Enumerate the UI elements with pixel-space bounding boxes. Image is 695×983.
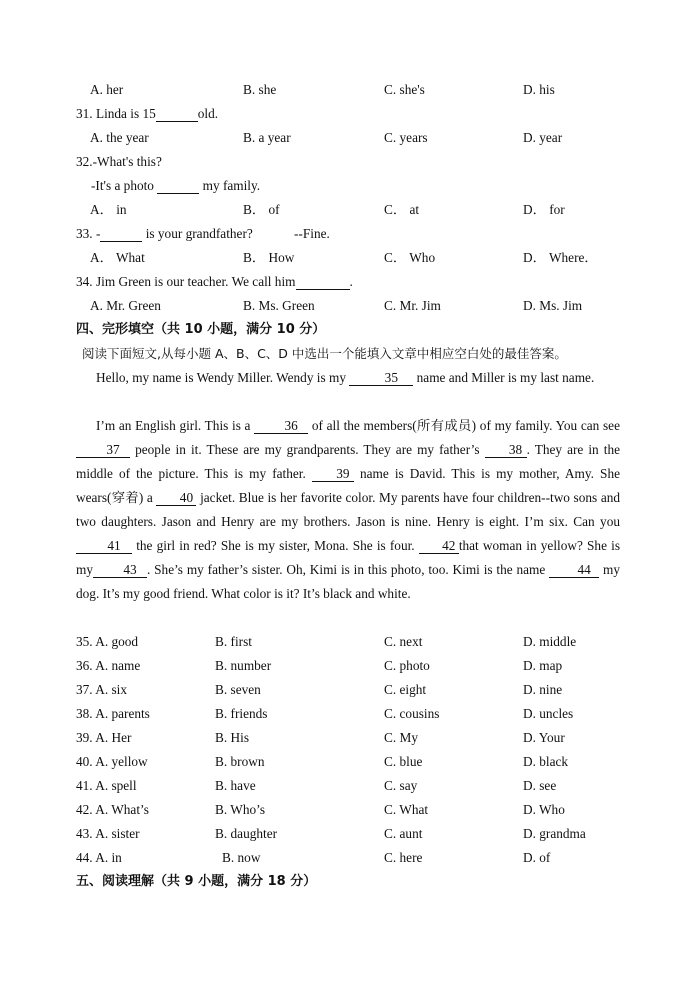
blank-38: 38 [485, 443, 527, 458]
q30-option-d: D. his [523, 82, 555, 97]
section-4-title: 四、完形填空（共 10 小题，满分 10 分） [76, 322, 326, 337]
passage-text: that woman in yellow? She is my [76, 538, 621, 577]
q30-option-c: C. she's [384, 82, 425, 97]
q43-option-c: C. aunt [384, 826, 423, 841]
q39-option-d: D. Your [523, 730, 565, 745]
q44-option-a: 44. A. in [76, 850, 122, 865]
passage-text: Hello, my name is Wendy Miller. Wendy is my [96, 370, 346, 385]
q31-stem [76, 106, 218, 122]
q40-option-a: 40. A. yellow [76, 754, 148, 769]
q44-option-c: C. here [384, 850, 423, 865]
q44-option-b: B. now [222, 850, 261, 865]
q33-blank [100, 227, 142, 242]
q31-option-a: A. the year [90, 130, 149, 145]
q32-reply-before: -It's a photo [91, 178, 154, 193]
q35-option-b: B. first [215, 634, 252, 649]
q31-blank [156, 107, 198, 122]
passage-text: . She’s my father’s sister. Oh, Kimi is in this photo, too. Kimi is the name [147, 562, 546, 577]
q32-option-c: C． at [384, 202, 420, 217]
q33-option-a: A． What [90, 250, 145, 265]
q34-stem-before: 34. Jim Green is our teacher. We call him [76, 274, 296, 289]
passage-text: the girl in red? She is my sister, Mona. She is four. [136, 538, 415, 553]
passage-text: jacket. Blue is her favorite color. My parents have four children--two sons and two daughters. Jason and Henry are my brothers. Jason is nine. Henry is eight. I’m six. Can you [76, 490, 621, 529]
q32-option-d: D． for [523, 202, 565, 217]
q43-option-d: D. grandma [523, 826, 586, 841]
q36-option-a: 36. A. name [76, 658, 141, 673]
q33-stem [76, 226, 253, 242]
q32-stem: 32.-What's this? [76, 154, 162, 169]
q38-option-a: 38. A. parents [76, 706, 150, 721]
q40-option-c: C. blue [384, 754, 423, 769]
passage-text: name and Miller is my last name. [416, 370, 595, 385]
section-5-title: 五、阅读理解（共 9 小题，满分 18 分） [76, 874, 317, 889]
q30-option-a: A. her [90, 82, 124, 97]
q32-reply-after: my family. [202, 178, 261, 193]
passage-text: . They are in the middle of the picture. This is my father. [76, 442, 621, 481]
q39-option-b: B. His [215, 730, 249, 745]
q35-option-a: 35. A. good [76, 634, 139, 649]
passage-paragraph-2 [76, 414, 620, 606]
blank-41: 41 [76, 539, 132, 554]
blank-35: 35 [349, 371, 413, 386]
q38-option-c: C. cousins [384, 706, 440, 721]
q33-option-d: D． Where． [523, 250, 598, 265]
q36-option-c: C. photo [384, 658, 430, 673]
q44-option-d: D. of [523, 850, 551, 865]
blank-40: 40 [156, 491, 196, 506]
passage-text: of all the members(所有成员) of my family. You can see [311, 418, 620, 433]
q36-option-b: B. number [215, 658, 272, 673]
q43-option-b: B. daughter [215, 826, 278, 841]
q43-option-a: 43. A. sister [76, 826, 140, 841]
section-4-instruction: 阅读下面短文,从每小题 A、B、C、D 中选出一个能填入文章中相应空白处的最佳答案。 [82, 346, 567, 361]
q31-option-b: B. a year [243, 130, 291, 145]
q35-option-c: C. next [384, 634, 423, 649]
q42-option-d: D. Who [523, 802, 565, 817]
q32-reply [91, 178, 260, 194]
q31-option-c: C. years [384, 130, 428, 145]
q42-option-b: B. Who’s [215, 802, 265, 817]
q34-option-d: D. Ms. Jim [523, 298, 583, 313]
q33-stem-after: is your grandfather? [145, 226, 253, 241]
q32-option-b: B． of [243, 202, 280, 217]
q41-option-b: B. have [215, 778, 256, 793]
passage-text: people in it. These are my grandparents. They are my father’s [135, 442, 480, 457]
q37-option-c: C. eight [384, 682, 427, 697]
blank-44: 44 [549, 563, 599, 578]
q30-option-b: B. she [243, 82, 277, 97]
q40-option-d: D. black [523, 754, 569, 769]
q31-option-d: D. year [523, 130, 563, 145]
q33-option-b: B． How [243, 250, 295, 265]
q41-option-a: 41. A. spell [76, 778, 137, 793]
q34-stem [76, 274, 353, 290]
blank-43: 43 [93, 563, 147, 578]
q31-stem-after: old. [197, 106, 219, 121]
q33-reply: --Fine. [294, 226, 330, 241]
q42-option-a: 42. A. What’s [76, 802, 149, 817]
q34-option-c: C. Mr. Jim [384, 298, 441, 313]
blank-36: 36 [254, 419, 308, 434]
q34-option-b: B. Ms. Green [243, 298, 315, 313]
q32-option-a: A． in [90, 202, 127, 217]
q42-option-c: C. What [384, 802, 429, 817]
q31-stem-before: 31. Linda is 15 [76, 106, 156, 121]
q38-option-b: B. friends [215, 706, 268, 721]
q33-stem-before: 33. - [76, 226, 101, 241]
q33-option-c: C． Who [384, 250, 436, 265]
q41-option-c: C. say [384, 778, 418, 793]
passage-text: name is David. This is my mother, Amy. She wears(穿着) a [76, 466, 620, 505]
q34-stem-after: . [349, 274, 353, 289]
blank-39: 39 [312, 467, 354, 482]
q36-option-d: D. map [523, 658, 563, 673]
q37-option-d: D. nine [523, 682, 563, 697]
q32-blank [157, 179, 199, 194]
q41-option-d: D. see [523, 778, 557, 793]
q34-option-a: A. Mr. Green [90, 298, 161, 313]
blank-37: 37 [76, 443, 130, 458]
passage-paragraph-1 [76, 366, 620, 390]
q39-option-c: C. My [384, 730, 418, 745]
q40-option-b: B. brown [215, 754, 265, 769]
passage-text: my dog. It’s my good friend. What color is it? It’s black and white. [76, 562, 620, 601]
passage-text: I’m an English girl. This is a [96, 418, 251, 433]
q39-option-a: 39. A. Her [76, 730, 132, 745]
blank-42: 42 [419, 539, 459, 554]
q37-option-a: 37. A. six [76, 682, 127, 697]
q34-blank [296, 275, 350, 290]
q37-option-b: B. seven [215, 682, 261, 697]
q35-option-d: D. middle [523, 634, 577, 649]
q38-option-d: D. uncles [523, 706, 574, 721]
